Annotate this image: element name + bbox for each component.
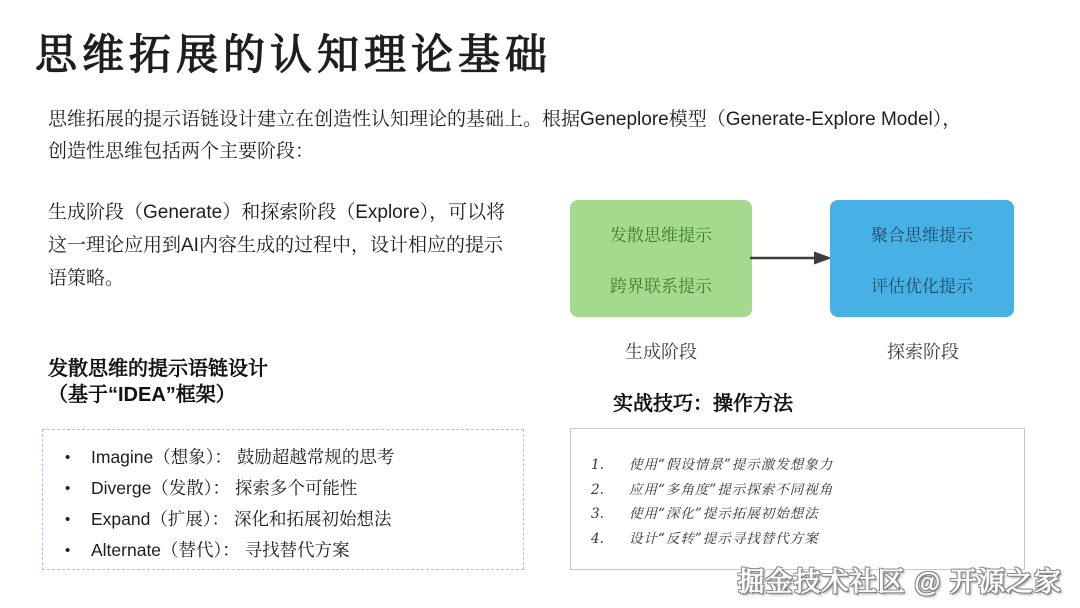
list-item — [65, 504, 507, 535]
tips-item-text: 应用“多角度”提示探索不同视角 — [629, 481, 834, 498]
bullet-icon: • — [65, 542, 71, 559]
bullet-icon: • — [65, 511, 71, 528]
list-item — [591, 527, 1014, 552]
generate-box-line-2: 跨界联系提示 — [610, 276, 712, 296]
idea-bullet-list-box — [42, 429, 524, 570]
tips-numbered-list-box — [570, 428, 1025, 570]
tips-item-number: 3. — [591, 506, 604, 522]
list-item — [65, 535, 507, 566]
generate-box-line-1: 发散思维提示 — [610, 225, 712, 245]
generate-stage-label: 生成阶段 — [625, 342, 697, 362]
flow-arrow-icon — [750, 250, 832, 266]
list-item — [591, 502, 1014, 527]
explore-box-line-1: 聚合思维提示 — [871, 225, 973, 245]
tips-item-text: 使用“假设情景”提示激发想象力 — [629, 457, 834, 473]
watermark-text: 掘金技术社区 @ 开源之家 — [737, 567, 1062, 597]
list-item — [591, 453, 1014, 478]
idea-item-text: Imagine（想象）： 鼓励超越常规的思考 — [91, 447, 395, 467]
intro-line-2: 创造性思维包括两个主要阶段： — [48, 141, 315, 162]
tips-item-text: 设计“反转”提示寻找替代方案 — [629, 530, 819, 547]
idea-item-text: Expand（扩展）： 深化和拓展初始想法 — [91, 509, 392, 529]
tips-item-number: 2. — [591, 481, 604, 498]
bullet-icon: • — [65, 480, 71, 497]
generate-stage-box — [570, 200, 752, 317]
intro-paragraph — [48, 104, 961, 168]
explore-box-line-2: 评估优化提示 — [871, 276, 973, 296]
intro-line-1: 思维拓展的提示语链设计建立在创造性认知理论的基础上。根据Geneplore模型（Generate-Explore Model）， — [48, 109, 962, 130]
tips-section-heading: 实战技巧：操作方法 — [613, 393, 793, 415]
idea-heading-line-1: 发散思维的提示语链设计 — [48, 358, 268, 380]
bullet-icon: • — [65, 449, 71, 466]
tips-item-number: 1. — [591, 457, 604, 473]
idea-heading-line-2: （基于“IDEA”框架） — [48, 384, 236, 406]
idea-section-heading — [48, 356, 268, 408]
explore-stage-box — [830, 200, 1014, 317]
list-item — [65, 442, 507, 473]
explore-stage-label: 探索阶段 — [887, 342, 959, 362]
idea-item-text: Diverge（发散）： 探索多个可能性 — [91, 478, 358, 498]
tips-item-number: 4. — [591, 530, 604, 547]
list-item — [591, 478, 1014, 503]
page-title: 思维拓展的认知理论基础 — [35, 31, 553, 78]
stage-description-paragraph: 生成阶段（Generate）和探索阶段（Explore），可以将这一理论应用到AI内容生成的过程中，设计相应的提示语策略。 — [48, 202, 506, 289]
tips-item-text: 使用“深化”提示拓展初始想法 — [629, 506, 819, 522]
idea-item-text: Alternate（替代）： 寻找替代方案 — [91, 540, 350, 560]
list-item — [65, 473, 507, 504]
